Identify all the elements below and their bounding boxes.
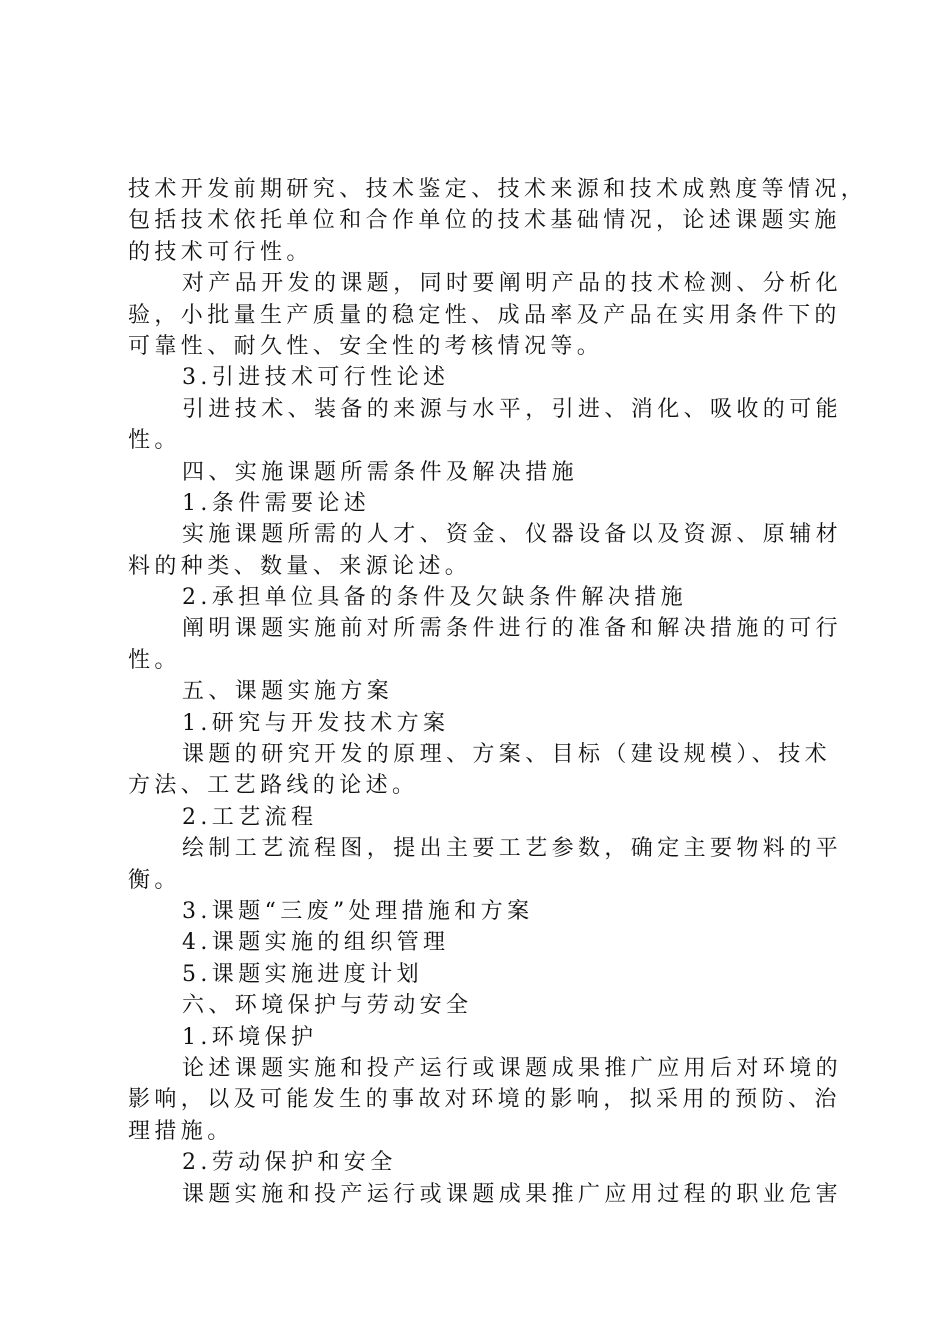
subsection-heading: 3.引进技术可行性论述 [182,365,450,391]
paragraph-start-line: 对产品开发的课题，同时要阐明产品的技术检测、分析化 [182,271,843,297]
text-line: 料的种类、数量、来源论述。 [128,553,472,579]
text-line: 可靠性、耐久性、安全性的考核情况等。 [128,333,604,359]
paragraph-start-line: 实施课题所需的人才、资金、仪器设备以及资源、原辅材 [182,522,843,548]
text-line: 的技术可行性。 [128,239,313,265]
text-line: 性。 [128,428,181,454]
text-line: 技术开发前期研究、技术鉴定、技术来源和技术成熟度等情况， [128,177,868,202]
paragraph-start-line: 阐明课题实施前对所需条件进行的准备和解决措施的可行 [182,616,843,642]
text-line: 性。 [128,647,181,673]
subsection-heading: 5.课题实施进度计划 [182,961,423,987]
subsection-heading: 1.环境保护 [182,1024,318,1050]
text-line: 验，小批量生产质量的稳定性、成品率及产品在实用条件下的 [128,302,841,328]
text-line: 方法、工艺路线的论述。 [128,773,419,799]
text-line: 影响，以及可能发生的事故对环境的影响，拟采用的预防、治 [128,1087,841,1113]
paragraph-start-line: 课题的研究开发的原理、方案、目标（建设规模）、技术 [182,742,832,768]
subsection-heading: 1.研究与开发技术方案 [182,710,450,736]
subsection-heading: 1.条件需要论述 [182,490,371,516]
paragraph-start-line: 引进技术、装备的来源与水平，引进、消化、吸收的可能 [182,396,843,422]
text-line: 理措施。 [128,1118,234,1144]
document-page [128,174,868,1210]
subsection-heading: 4.课题实施的组织管理 [182,930,450,956]
subsection-heading: 2.承担单位具备的条件及欠缺条件解决措施 [182,585,687,611]
paragraph-start-line: 课题实施和投产运行或课题成果推广应用过程的职业危害 [182,1181,843,1207]
section-heading: 四、实施课题所需条件及解决措施 [182,459,579,485]
paragraph-start-line: 绘制工艺流程图，提出主要工艺参数，确定主要物料的平 [182,836,843,862]
section-heading: 五、课题实施方案 [182,679,394,705]
text-line: 衡。 [128,867,181,893]
section-heading: 六、环境保护与劳动安全 [182,993,473,1019]
subsection-heading: 2.劳动保护和安全 [182,1150,397,1176]
paragraph-start-line: 论述课题实施和投产运行或课题成果推广应用后对环境的 [182,1055,843,1081]
subsection-heading: 2.工艺流程 [182,804,318,830]
subsection-heading: 3.课题“三废”处理措施和方案 [182,898,534,924]
text-line: 包括技术依托单位和合作单位的技术基础情况，论述课题实施 [128,208,841,234]
